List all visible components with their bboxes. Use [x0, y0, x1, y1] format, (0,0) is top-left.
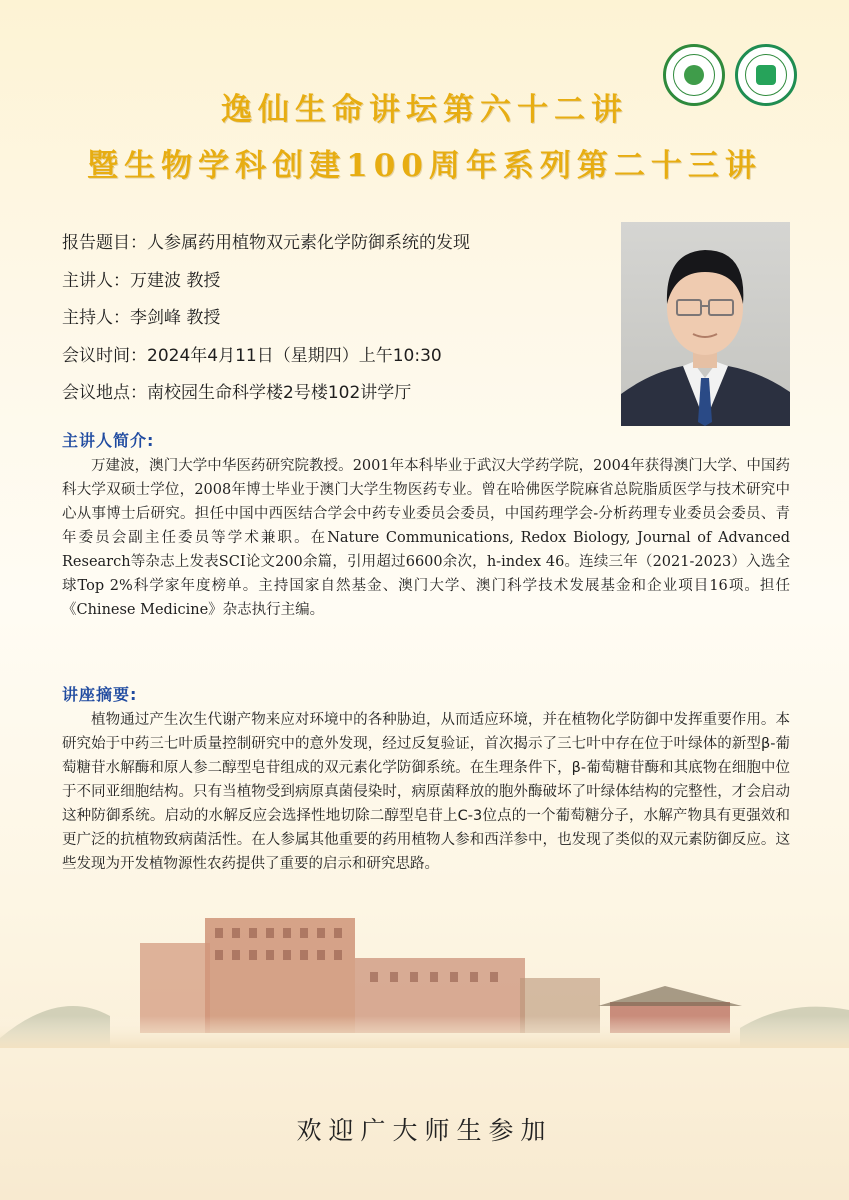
speaker-bio: 万建波，澳门大学中华医药研究院教授。2001年本科毕业于武汉大学药学院，2004年获得澳门大学、中国药科大学双硕士学位，2008年博士毕业于澳门大学生物医药专业。曾在哈佛医学院麻省总院脂质医学与技术研究中心从事博士后研究。担任中国中西医结合学会中药专业委员会委员，中国药理学会-分析药理专业委员会委员、青年委员会副主任委员等学术兼职。在Nature Communications, Redox Biology, Journal of Advanced Research等杂志上发表SCI论文200余篇，引用超过6600余次，h-index 46。连续三年（2021-2023）入选全球Top 2%科学家年度榜单。主持国家自然基金、澳门大学、澳门科学技术发展基金和企业项目16项。担任《Chinese Medicine》杂志执行主编。	[62, 458, 790, 618]
campus-watercolor-illustration	[0, 898, 849, 1048]
poster-title: 逸仙生命讲坛第六十二讲	[221, 92, 628, 128]
speaker-photo	[621, 222, 790, 426]
lecture-speaker: 主讲人：万建波 教授	[62, 270, 221, 291]
bio-heading: 主讲人简介:	[62, 431, 155, 450]
lecture-info	[62, 222, 470, 410]
welcome-message: 欢迎广大师生参加	[296, 1116, 553, 1145]
lecture-place: 会议地点：南校园生命科学楼2号楼102讲学厅	[62, 383, 412, 404]
abstract-heading: 讲座摘要:	[62, 685, 138, 704]
lecture-time: 会议时间：2024年4月11日（星期四）上午10:30	[62, 345, 442, 366]
lecture-abstract: 植物通过产生次生代谢产物来应对环境中的各种胁迫，从而适应环境，并在植物化学防御中发挥重要作用。本研究始于中药三七叶质量控制研究中的意外发现，经过反复验证，首次揭示了三七叶中存在位于叶绿体的新型β-葡萄糖苷水解酶和原人参二醇型皂苷组成的双元素化学防御系统。在生理条件下，β-葡萄糖苷酶和其底物在细胞中位于不同亚细胞结构。只有当植物受到病原真菌侵染时，病原菌释放的胞外酶破坏了叶绿体结构的完整性，才会启动这种防御系统。启动的水解反应会选择性地切除二醇型皂苷上C-3位点的一个葡萄糖分子，水解产物具有更强效和更广泛的抗植物致病菌活性。在人参属其他重要的药用植物人参和西洋参中，也发现了类似的双元素防御反应。这些发现为开发植物源性农药提供了重要的启示和研究思路。	[62, 712, 790, 872]
poster-subtitle: 暨生物学科创建100周年系列第二十三讲	[87, 148, 762, 184]
lecture-host: 主持人：李剑峰 教授	[62, 308, 221, 329]
lecture-topic: 报告题目：人参属药用植物双元素化学防御系统的发现	[62, 233, 470, 254]
